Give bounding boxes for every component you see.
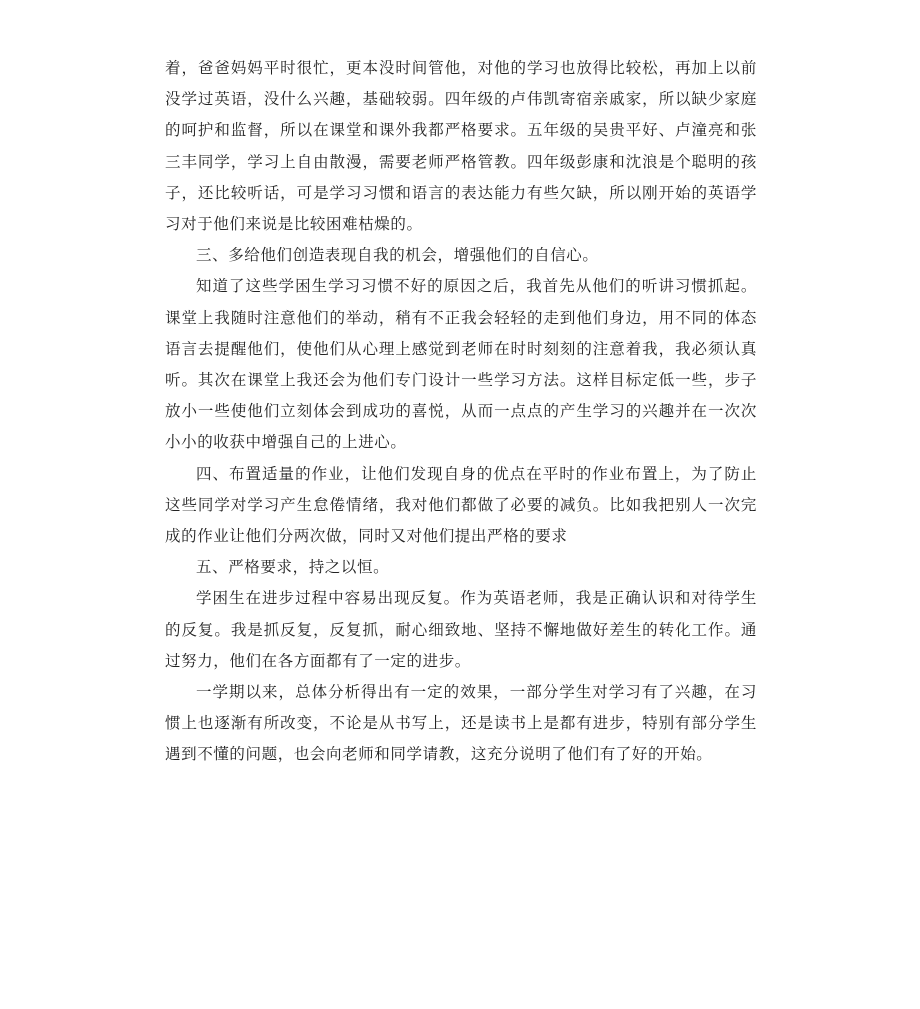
paragraph-continuation: 着，爸爸妈妈平时很忙，更本没时间管他，对他的学习也放得比较松，再加上以前没学过英语，没什么兴趣，基础较弱。四年级的卢伟凯寄宿亲戚家，所以缺少家庭的呵护和监督，所以在课堂和课外我都严格要求。五年级的吴贵平好、卢潼亮和张三丰同学，学习上自由散漫，需要老师严格管教。四年级彭康和沈浪是个聪明的孩子，还比较听话，可是学习习惯和语言的表达能力有些欠缺，所以刚开始的英语学习对于他们来说是比较困难枯燥的。 <box>165 59 757 234</box>
paragraph-repetition: 学困生在进步过程中容易出现反复。作为英语老师，我是正确认识和对待学生的反复。我是抓反复，反复抓，耐心细致地、坚持不懈地做好差生的转化工作。通过努力，他们在各方面都有了一定的进步。 <box>165 589 757 670</box>
section-heading-five: 五、严格要求，持之以恒。 <box>196 558 390 577</box>
paragraph-listening-habits: 知道了这些学困生学习习惯不好的原因之后，我首先从他们的听讲习惯抓起。课堂上我随时注意他们的举动，稍有不正我会轻轻的走到他们身边，用不同的体态语言去提醒他们，使他们从心理上感觉到老师在时时刻刻的注意着我，我必须认真听。其次在课堂上我还会为他们专门设计一些学习方法。这样目标定低一些，步子放小一些使他们立刻体会到成功的喜悦，从而一点点的产生学习的兴趣并在一次次小小的收获中增强自己的上进心。 <box>165 277 757 452</box>
section-heading-four: 四、布置适量的作业，让他们发现自身的优点在平时的作业布置上，为了防止这些同学对学习产生怠倦情绪，我对他们都做了必要的减负。比如我把别人一次完成的作业让他们分两次做，同时又对他们提出严格的要求 <box>165 464 757 546</box>
section-heading-three: 三、多给他们创造表现自我的机会，增强他们的自信心。 <box>196 246 599 265</box>
document-page <box>165 53 757 771</box>
paragraph-summary: 一学期以来，总体分析得出有一定的效果，一部分学生对学习有了兴趣，在习惯上也逐渐有所改变，不论是从书写上，还是读书上是都有进步，特别有部分学生遇到不懂的问题，也会向老师和同学请教，这充分说明了他们有了好的开始。 <box>165 683 757 764</box>
